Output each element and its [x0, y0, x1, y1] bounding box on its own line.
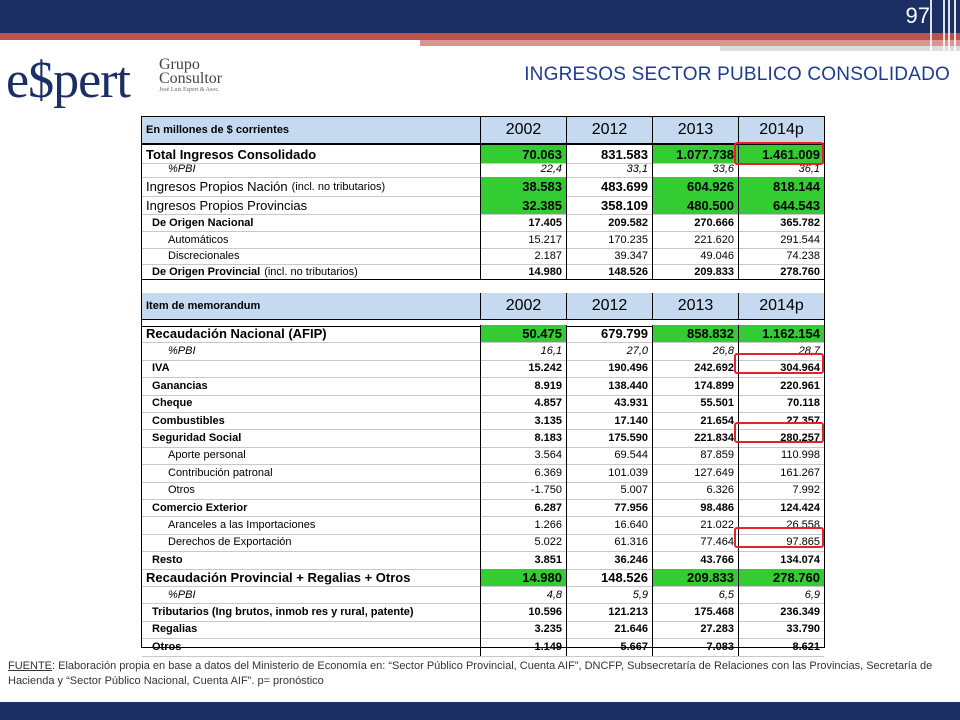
value-cell: 16,1	[480, 342, 566, 359]
table-row	[142, 482, 824, 500]
value-cell: 121.213	[566, 603, 652, 620]
value-cell: 6,9	[738, 586, 824, 603]
row-label: Comercio Exterior	[152, 501, 248, 514]
top-bar	[0, 0, 960, 33]
value-cell: 8.919	[480, 377, 566, 394]
table-row	[142, 360, 824, 378]
value-cell: 7.992	[738, 482, 824, 499]
row-label: Contribución patronal	[168, 466, 273, 479]
value-cell: 138.440	[566, 377, 652, 394]
value-cell: 5.007	[566, 482, 652, 499]
highlight-box	[734, 527, 824, 548]
value-cell: 242.692	[652, 360, 738, 377]
accent-stripe	[0, 33, 960, 40]
value-cell: 8.621	[738, 638, 824, 655]
table-row	[142, 569, 824, 587]
value-cell: 148.526	[566, 569, 652, 586]
page-number: 97	[905, 3, 930, 28]
value-cell: 27,0	[566, 342, 652, 359]
footnote-label: FUENTE	[8, 660, 52, 672]
value-cell: 161.267	[738, 464, 824, 481]
value-cell: 27.283	[652, 621, 738, 638]
value-cell: 43.766	[652, 551, 738, 568]
table-row	[142, 395, 824, 413]
table-row	[142, 248, 824, 265]
value-cell: 70.063	[480, 145, 566, 163]
value-cell: 17.140	[566, 412, 652, 429]
revenue-table-container	[135, 112, 831, 653]
value-cell: 14.980	[480, 569, 566, 586]
value-cell: 21.646	[566, 621, 652, 638]
logo-subtitle: Grupo Consultor José Luis Espert & Asoc.	[159, 56, 223, 93]
row-label: Otros	[152, 640, 182, 653]
value-cell: 170.235	[566, 231, 652, 248]
header-label: Item de memorandum	[146, 300, 261, 312]
table-row	[142, 342, 824, 360]
value-cell: 1.077.738	[652, 145, 738, 163]
value-cell: 831.583	[566, 145, 652, 163]
table-row	[142, 534, 824, 552]
table-header-row	[142, 293, 824, 320]
table-row	[142, 551, 824, 569]
value-cell: 110.998	[738, 447, 824, 464]
value-cell: 858.832	[652, 325, 738, 342]
table-row	[142, 264, 824, 280]
value-cell: 69.544	[566, 447, 652, 464]
value-cell: 5.022	[480, 534, 566, 551]
value-cell: 358.109	[566, 196, 652, 214]
logo	[6, 48, 236, 114]
table-row	[142, 325, 824, 343]
value-cell: 174.899	[652, 377, 738, 394]
row-label: Ingresos Propios Provincias	[146, 197, 308, 213]
value-cell: 6.287	[480, 499, 566, 516]
row-label: Ganancias	[152, 379, 208, 392]
highlight-box	[734, 353, 824, 374]
value-cell: 26.558	[738, 516, 824, 533]
table-row	[142, 377, 824, 395]
value-cell: 21.654	[652, 412, 738, 429]
row-label: De Origen Nacional	[152, 216, 254, 229]
value-cell: 220.961	[738, 377, 824, 394]
value-cell: 6.369	[480, 464, 566, 481]
value-cell: 33,1	[566, 161, 652, 177]
value-cell: 33,6	[652, 161, 738, 177]
year-header: 2012	[566, 293, 652, 319]
value-cell: 3.135	[480, 412, 566, 429]
value-cell: 6.326	[652, 482, 738, 499]
year-header: 2002	[480, 293, 566, 319]
highlight-box	[734, 142, 824, 165]
row-label: Automáticos	[168, 233, 229, 246]
header-label: En millones de $ corrientes	[146, 124, 290, 136]
value-cell: 55.501	[652, 395, 738, 412]
value-cell: 87.859	[652, 447, 738, 464]
value-cell: 17.405	[480, 214, 566, 231]
row-label: Total Ingresos Consolidado	[146, 146, 317, 162]
value-cell: 291.544	[738, 231, 824, 248]
value-cell: 7.083	[652, 638, 738, 655]
row-label: Resto	[152, 553, 183, 566]
value-cell: 27.357	[738, 412, 824, 429]
table-row	[142, 603, 824, 621]
value-cell: 209.833	[652, 569, 738, 586]
year-header: 2013	[652, 293, 738, 319]
table-row	[142, 586, 824, 604]
value-cell: 280.257	[738, 429, 824, 446]
value-cell: 604.926	[652, 177, 738, 196]
value-cell: 304.964	[738, 360, 824, 377]
value-cell: 1.149	[480, 638, 566, 655]
value-cell: 2.187	[480, 248, 566, 264]
value-cell: 3.851	[480, 551, 566, 568]
table-row	[142, 161, 824, 178]
value-cell: -1.750	[480, 482, 566, 499]
logo-wordmark: e$pert	[6, 52, 130, 109]
year-header: 2013	[652, 117, 738, 143]
value-cell: 70.118	[738, 395, 824, 412]
value-cell: 148.526	[566, 264, 652, 279]
value-cell: 4.857	[480, 395, 566, 412]
table-row	[142, 638, 824, 656]
value-cell: 1.461.009	[738, 145, 824, 163]
highlight-box	[734, 422, 824, 443]
value-cell: 77.956	[566, 499, 652, 516]
value-cell: 175.468	[652, 603, 738, 620]
row-note: (incl. no tributarios)	[291, 180, 386, 193]
value-cell: 221.620	[652, 231, 738, 248]
value-cell: 209.582	[566, 214, 652, 231]
table-row	[142, 231, 824, 249]
year-header: 2014p	[738, 117, 824, 143]
table-row	[142, 412, 824, 430]
value-cell: 236.349	[738, 603, 824, 620]
value-cell: 209.833	[652, 264, 738, 279]
value-cell: 6,5	[652, 586, 738, 603]
value-cell: 221.834	[652, 429, 738, 446]
value-cell: 36,1	[738, 161, 824, 177]
value-cell: 101.039	[566, 464, 652, 481]
value-cell: 43.931	[566, 395, 652, 412]
value-cell: 3.564	[480, 447, 566, 464]
table-row	[142, 196, 824, 215]
value-cell: 36.246	[566, 551, 652, 568]
row-label: De Origen Provincial (incl. no tributarios)	[152, 265, 358, 278]
row-label: Seguridad Social	[152, 432, 242, 445]
value-cell: 4,8	[480, 586, 566, 603]
table-row	[142, 214, 824, 232]
row-label: %PBI	[168, 345, 196, 358]
bottom-bar	[0, 702, 960, 720]
value-cell: 5,9	[566, 586, 652, 603]
value-cell: 644.543	[738, 196, 824, 214]
table-header-row	[142, 117, 824, 144]
value-cell: 15.217	[480, 231, 566, 248]
value-cell: 190.496	[566, 360, 652, 377]
row-label: Aranceles a las Importaciones	[168, 519, 316, 532]
value-cell: 74.238	[738, 248, 824, 264]
value-cell: 127.649	[652, 464, 738, 481]
value-cell: 1.162.154	[738, 325, 824, 342]
year-header: 2002	[480, 117, 566, 143]
value-cell: 5.667	[566, 638, 652, 655]
value-cell: 32.385	[480, 196, 566, 214]
value-cell: 98.486	[652, 499, 738, 516]
row-label: %PBI	[168, 588, 196, 601]
row-label: IVA	[152, 362, 170, 375]
row-label: Tributarios (Ing brutos, inmob res y rural, patente)	[152, 606, 414, 619]
value-cell: 28,7	[738, 342, 824, 359]
table-row	[142, 499, 824, 517]
value-cell: 679.799	[566, 325, 652, 342]
row-label: Ingresos Propios Nación (incl. no tributarios)	[146, 179, 386, 194]
value-cell: 33.790	[738, 621, 824, 638]
value-cell: 22,4	[480, 161, 566, 177]
value-cell: 3.235	[480, 621, 566, 638]
value-cell: 483.699	[566, 177, 652, 196]
value-cell: 16.640	[566, 516, 652, 533]
row-label: Regalias	[152, 623, 198, 636]
value-cell: 270.666	[652, 214, 738, 231]
footnote-text: : Elaboración propia en base a datos del Ministerio de Economía en: “Sector Público Provincial, Cuenta AIF”, DNCFP, Subsecretaría de Relaciones con las Provincias, Secretaría de Hacienda y “Sector Público Nacional, Cuenta AIF”. p= pronóstico	[8, 660, 933, 687]
table-row	[142, 429, 824, 447]
row-note: (incl. no tributarios)	[264, 265, 358, 278]
value-cell: 49.046	[652, 248, 738, 264]
value-cell: 278.760	[738, 569, 824, 586]
row-label: Recaudación Provincial + Regalias + Otros	[146, 569, 411, 585]
value-cell: 365.782	[738, 214, 824, 231]
value-cell: 97.865	[738, 534, 824, 551]
value-cell: 124.424	[738, 499, 824, 516]
table-row	[142, 464, 824, 482]
value-cell: 26,8	[652, 342, 738, 359]
year-header: 2014p	[738, 293, 824, 319]
table-row	[142, 177, 824, 197]
row-label: Derechos de Exportación	[168, 536, 292, 549]
value-cell: 15.242	[480, 360, 566, 377]
value-cell: 50.475	[480, 325, 566, 342]
value-cell: 61.316	[566, 534, 652, 551]
value-cell: 14.980	[480, 264, 566, 279]
value-cell: 134.074	[738, 551, 824, 568]
value-cell: 8.183	[480, 429, 566, 446]
value-cell: 77.464	[652, 534, 738, 551]
row-label: Discrecionales	[168, 250, 240, 262]
value-cell: 10.596	[480, 603, 566, 620]
row-label: Combustibles	[152, 414, 225, 427]
revenue-table	[141, 116, 825, 653]
row-label: Aporte personal	[168, 449, 246, 462]
value-cell: 1.266	[480, 516, 566, 533]
row-label: %PBI	[168, 163, 196, 175]
value-cell: 21.022	[652, 516, 738, 533]
row-label: Recaudación Nacional (AFIP)	[146, 326, 327, 342]
value-cell: 175.590	[566, 429, 652, 446]
source-footnote	[8, 659, 953, 689]
value-cell: 278.760	[738, 264, 824, 279]
table-row	[142, 447, 824, 465]
row-label: Cheque	[152, 397, 193, 410]
row-label: Otros	[168, 484, 195, 497]
year-header: 2012	[566, 117, 652, 143]
value-cell: 480.500	[652, 196, 738, 214]
table-row	[142, 621, 824, 639]
value-cell: 39.347	[566, 248, 652, 264]
table-row	[142, 516, 824, 534]
slide-title: INGRESOS SECTOR PUBLICO CONSOLIDADO	[524, 64, 950, 85]
value-cell: 818.144	[738, 177, 824, 196]
value-cell: 38.583	[480, 177, 566, 196]
